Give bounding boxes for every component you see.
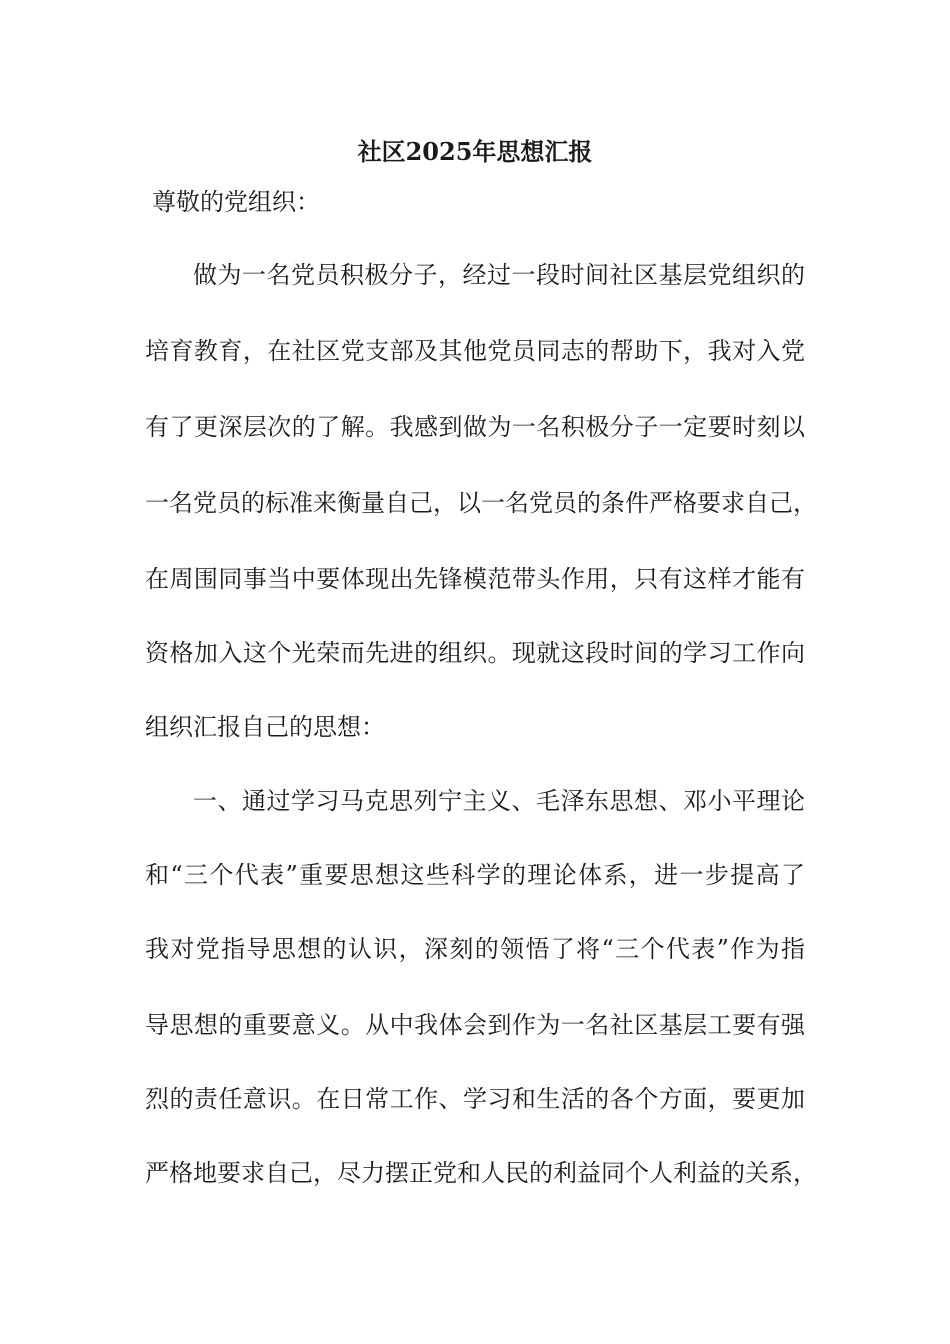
paragraph-line: 严格地要求自己，尽力摆正党和人民的利益同个人利益的关系， (145, 1159, 817, 1187)
paragraph-line: 在周围同事当中要体现出先锋模范带头作用，只有这样才能有 (145, 565, 805, 593)
paragraph-line: 导思想的重要意义。从中我体会到作为一名社区基层工要有强 (145, 1011, 805, 1039)
paragraph-line: 我对党指导思想的认识，深刻的领悟了将“三个代表”作为指 (145, 935, 805, 963)
paragraph-line: 培育教育，在社区党支部及其他党员同志的帮助下，我对入党 (145, 337, 805, 365)
document-title: 社区2025年思想汇报 (357, 137, 593, 166)
paragraph-line: 有了更深层次的了解。我感到做为一名积极分子一定要时刻以 (145, 413, 805, 441)
salutation: 尊敬的党组织： (152, 188, 320, 216)
paragraph-line: 做为一名党员积极分子，经过一段时间社区基层党组织的 (193, 261, 805, 289)
paragraph-line: 组织汇报自己的思想： (145, 713, 385, 741)
paragraph-line: 和“三个代表”重要思想这些科学的理论体系，进一步提高了 (145, 861, 805, 889)
paragraph-line: 一名党员的标准来衡量自己，以一名党员的条件严格要求自己， (145, 489, 817, 517)
paragraph-line: 资格加入这个光荣而先进的组织。现就这段时间的学习工作向 (145, 639, 805, 667)
paragraph-line: 一、通过学习马克思列宁主义、毛泽东思想、邓小平理论 (193, 787, 805, 815)
paragraph-line: 烈的责任意识。在日常工作、学习和生活的各个方面，要更加 (145, 1085, 805, 1113)
